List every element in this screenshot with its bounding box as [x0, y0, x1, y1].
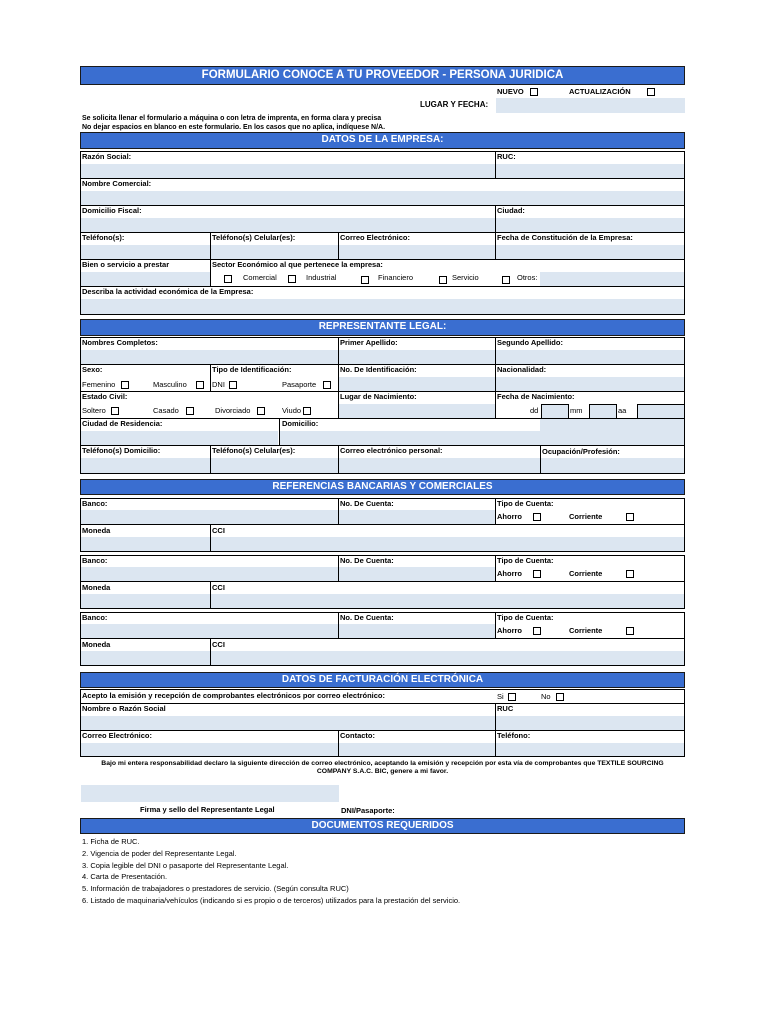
- list-item: 4. Carta de Presentación.: [82, 872, 168, 882]
- ahorro-checkbox[interactable]: [533, 570, 541, 578]
- nuevo-checkbox[interactable]: [530, 88, 538, 96]
- ahorro-label: Ahorro: [497, 512, 522, 521]
- viudo-label: Viudo: [282, 406, 302, 415]
- list-item: 6. Listado de maquinaria/vehículos (indicando si es propio o de terceros) utilizados para la prestación del servicio.: [82, 895, 461, 905]
- rep-celulares-label: Teléfono(s) Celular(es):: [212, 446, 296, 455]
- no-cuenta-field[interactable]: [339, 567, 495, 581]
- domicilio-fiscal-field[interactable]: [81, 218, 495, 232]
- bien-servicio-field[interactable]: [81, 272, 210, 286]
- banco-field[interactable]: [81, 510, 338, 524]
- moneda-field[interactable]: [81, 594, 210, 608]
- list-item: 2. Vigencia de poder del Representante Legal.: [82, 848, 237, 858]
- sexo-label: Sexo:: [82, 365, 103, 374]
- nacionalidad-field[interactable]: [496, 377, 684, 391]
- lugar-fecha-label: LUGAR Y FECHA:: [420, 100, 489, 109]
- fecha-constitucion-field[interactable]: [496, 245, 684, 259]
- no-cuenta-field[interactable]: [339, 510, 495, 524]
- list-item: 5. Información de trabajadores o prestadores de servicio. (Según consulta RUC): [82, 884, 349, 894]
- divider: [495, 555, 496, 582]
- acepto-label: Acepto la emisión y recepción de comprobantes electrónicos por correo electrónico:: [82, 691, 385, 700]
- divider: [80, 581, 685, 582]
- domicilio-field[interactable]: [280, 431, 684, 445]
- dni-pasaporte-label: DNI/Pasaporte:: [341, 806, 395, 815]
- divider: [80, 730, 685, 731]
- cci-label: CCI: [212, 583, 225, 592]
- tipo-cuenta-label: Tipo de Cuenta:: [497, 556, 554, 565]
- dd-field[interactable]: [541, 404, 569, 419]
- fecha-constitucion-label: Fecha de Constitución de la Empresa:: [497, 233, 633, 242]
- documentos-header: DOCUMENTOS REQUERIDOS: [80, 818, 685, 834]
- si-checkbox[interactable]: [508, 693, 516, 701]
- servicio-checkbox[interactable]: [439, 276, 447, 284]
- contacto-field[interactable]: [339, 743, 495, 756]
- facturacion-header: DATOS DE FACTURACIÓN ELECTRÓNICA: [80, 672, 685, 688]
- divider: [495, 498, 496, 525]
- mm-label: mm: [570, 406, 583, 415]
- domicilio-fiscal-label: Domicilio Fiscal:: [82, 206, 142, 215]
- si-label: Si: [497, 692, 504, 701]
- correo-personal-field[interactable]: [339, 458, 540, 473]
- divider: [495, 612, 496, 639]
- comercial-checkbox[interactable]: [224, 275, 232, 283]
- telefonos-label: Teléfono(s):: [82, 233, 125, 242]
- divorciado-checkbox[interactable]: [257, 407, 265, 415]
- aa-label: aa: [618, 406, 627, 415]
- moneda-field[interactable]: [81, 537, 210, 551]
- correo-personal-label: Correo electrónico personal:: [340, 446, 443, 455]
- divider: [80, 638, 685, 639]
- industrial-label: Industrial: [306, 273, 337, 282]
- banco-label: Banco:: [82, 613, 108, 622]
- masculino-checkbox[interactable]: [196, 381, 204, 389]
- domicilio-label: Domicilio:: [282, 419, 319, 428]
- actualizacion-label: ACTUALIZACIÓN: [569, 87, 631, 96]
- dd-label: dd: [530, 406, 539, 415]
- moneda-label: Moneda: [82, 640, 111, 649]
- financiero-label: Financiero: [378, 273, 414, 282]
- ciudad-field[interactable]: [496, 218, 684, 232]
- cci-field[interactable]: [211, 651, 684, 665]
- firma-label: Firma y sello del Representante Legal: [140, 805, 275, 814]
- banco-field[interactable]: [81, 624, 338, 638]
- divorciado-label: Divorciado: [215, 406, 251, 415]
- dni-checkbox[interactable]: [229, 381, 237, 389]
- actividad-label: Describa la actividad económica de la Empresa:: [82, 287, 254, 296]
- lugar-nac-label: Lugar de Nacimiento:: [340, 392, 417, 401]
- list-item: 3. Copia legible del DNI o pasaporte del Representante Legal.: [82, 860, 289, 870]
- mm-field[interactable]: [589, 404, 617, 419]
- femenino-checkbox[interactable]: [121, 381, 129, 389]
- nombres-label: Nombres Completos:: [82, 338, 158, 347]
- nombre-comercial-label: Nombre Comercial:: [82, 179, 152, 188]
- tipo-cuenta-label: Tipo de Cuenta:: [497, 499, 554, 508]
- instruction-line-2: No dejar espacios en blanco en este formulario. En los casos que no aplica, indíquese N/A.: [82, 124, 386, 131]
- financiero-checkbox[interactable]: [361, 276, 369, 284]
- referencias-header: REFERENCIAS BANCARIAS Y COMERCIALES: [80, 479, 685, 495]
- domicilio-field-top[interactable]: [540, 419, 684, 431]
- dni-label: DNI: [212, 380, 225, 389]
- femenino-label: Femenino: [82, 380, 116, 389]
- lugar-nac-field[interactable]: [339, 404, 495, 418]
- casado-checkbox[interactable]: [186, 407, 194, 415]
- razon-social-field[interactable]: [81, 164, 495, 178]
- industrial-checkbox[interactable]: [288, 275, 296, 283]
- no-cuenta-label: No. De Cuenta:: [340, 499, 394, 508]
- ciudad-label: Ciudad:: [497, 206, 525, 215]
- no-cuenta-field[interactable]: [339, 624, 495, 638]
- ahorro-label: Ahorro: [497, 569, 522, 578]
- ruc-field[interactable]: [496, 164, 684, 178]
- nombre-comercial-field[interactable]: [81, 191, 684, 205]
- segundo-apellido-label: Segundo Apellido:: [497, 338, 563, 347]
- fact-correo-field[interactable]: [81, 743, 338, 756]
- no-cuenta-label: No. De Cuenta:: [340, 556, 394, 565]
- fact-ruc-label: RUC: [497, 704, 514, 713]
- pasaporte-label: Pasaporte: [282, 380, 317, 389]
- lugar-fecha-field[interactable]: [496, 98, 685, 113]
- empresa-header: DATOS DE LA EMPRESA:: [80, 132, 685, 149]
- soltero-label: Soltero: [82, 406, 106, 415]
- moneda-label: Moneda: [82, 583, 111, 592]
- fact-telefono-label: Teléfono:: [497, 731, 531, 740]
- divider: [210, 364, 211, 391]
- otros-field[interactable]: [540, 272, 684, 286]
- celulares-label: Teléfono(s) Celular(es):: [212, 233, 296, 242]
- masculino-label: Masculino: [153, 380, 187, 389]
- aa-field[interactable]: [637, 404, 685, 419]
- no-id-field[interactable]: [339, 377, 495, 391]
- moneda-label: Moneda: [82, 526, 111, 535]
- no-label: No: [541, 692, 551, 701]
- cci-label: CCI: [212, 526, 225, 535]
- tipo-cuenta-label: Tipo de Cuenta:: [497, 613, 554, 622]
- divider: [80, 205, 685, 206]
- no-id-label: No. De Identificación:: [340, 365, 417, 374]
- comercial-label: Comercial: [243, 273, 277, 282]
- form-title: FORMULARIO CONOCE A TU PROVEEDOR - PERSONA JURIDICA: [80, 66, 685, 85]
- corriente-label: Corriente: [569, 512, 603, 521]
- declaracion-line-1: Bajo mi entera responsabilidad declaro la siguiente dirección de correo electrónico, aceptando la emisión y recepción por esta vía de comprobantes que TEXTILE SOURCING: [101, 760, 664, 767]
- ciudad-res-label: Ciudad de Residencia:: [82, 419, 163, 428]
- corriente-checkbox[interactable]: [626, 513, 634, 521]
- servicio-label: Servicio: [452, 273, 479, 282]
- tel-dom-field[interactable]: [81, 458, 210, 473]
- estado-civil-label: Estado Civil:: [82, 392, 128, 401]
- tipo-id-label: Tipo de Identificación:: [212, 365, 292, 374]
- pasaporte-checkbox[interactable]: [323, 381, 331, 389]
- correo-field[interactable]: [339, 245, 495, 259]
- corriente-label: Corriente: [569, 626, 603, 635]
- firma-field[interactable]: [81, 785, 339, 802]
- no-checkbox[interactable]: [556, 693, 564, 701]
- ciudad-res-field[interactable]: [81, 431, 278, 445]
- divider: [495, 391, 496, 418]
- banco-label: Banco:: [82, 556, 108, 565]
- ruc-label: RUC:: [497, 152, 516, 161]
- divider: [80, 703, 685, 704]
- ahorro-label: Ahorro: [497, 626, 522, 635]
- primer-apellido-field[interactable]: [339, 350, 495, 364]
- fact-correo-label: Correo Electrónico:: [82, 731, 153, 740]
- cci-field[interactable]: [211, 537, 684, 551]
- ocupacion-label: Ocupación/Profesión:: [542, 447, 620, 456]
- fecha-nac-label: Fecha de Nacimiento:: [497, 392, 575, 401]
- ocupacion-field[interactable]: [541, 458, 684, 473]
- banco-label: Banco:: [82, 499, 108, 508]
- instruction-line-1: Se solicita llenar el formulario a máquina o con letra de imprenta, en forma clara y precisa: [82, 115, 382, 122]
- soltero-checkbox[interactable]: [111, 407, 119, 415]
- viudo-checkbox[interactable]: [303, 407, 311, 415]
- casado-label: Casado: [153, 406, 179, 415]
- corriente-checkbox[interactable]: [626, 627, 634, 635]
- segundo-apellido-field[interactable]: [496, 350, 684, 364]
- representante-header: REPRESENTANTE LEGAL:: [80, 319, 685, 336]
- list-item: 1. Ficha de RUC.: [82, 837, 140, 846]
- moneda-field[interactable]: [81, 651, 210, 665]
- celulares-field[interactable]: [211, 245, 338, 259]
- declaracion-line-2: COMPANY S.A.C. BIC, genere a mi favor.: [316, 768, 449, 775]
- razon-social-label: Razón Social:: [82, 152, 132, 161]
- corriente-label: Corriente: [569, 569, 603, 578]
- primer-apellido-label: Primer Apellido:: [340, 338, 398, 347]
- divider: [80, 178, 685, 179]
- corriente-checkbox[interactable]: [626, 570, 634, 578]
- fact-ruc-field[interactable]: [496, 716, 684, 730]
- nacionalidad-label: Nacionalidad:: [497, 365, 547, 374]
- rep-celulares-field[interactable]: [211, 458, 338, 473]
- ahorro-checkbox[interactable]: [533, 627, 541, 635]
- actividad-field[interactable]: [81, 299, 684, 314]
- ahorro-checkbox[interactable]: [533, 513, 541, 521]
- cci-field[interactable]: [211, 594, 684, 608]
- banco-field[interactable]: [81, 567, 338, 581]
- telefonos-field[interactable]: [81, 245, 210, 259]
- fact-telefono-field[interactable]: [496, 743, 684, 756]
- actualizacion-checkbox[interactable]: [647, 88, 655, 96]
- otros-label: Otros:: [517, 273, 538, 282]
- nuevo-label: NUEVO: [497, 87, 524, 96]
- divider: [80, 524, 685, 525]
- nombre-razon-field[interactable]: [81, 716, 495, 730]
- no-cuenta-label: No. De Cuenta:: [340, 613, 394, 622]
- correo-label: Correo Electrónico:: [340, 233, 411, 242]
- documentos-list: [82, 836, 460, 907]
- sector-label: Sector Económico al que pertenece la empresa:: [212, 260, 383, 269]
- otros-checkbox[interactable]: [502, 276, 510, 284]
- tel-dom-label: Teléfono(s) Domicilio:: [82, 446, 161, 455]
- nombre-razon-label: Nombre o Razón Social: [82, 704, 166, 713]
- contacto-label: Contacto:: [340, 731, 375, 740]
- nombres-field[interactable]: [81, 350, 338, 364]
- cci-label: CCI: [212, 640, 225, 649]
- divider: [210, 259, 211, 286]
- bien-servicio-label: Bien o servicio a prestar: [82, 260, 170, 269]
